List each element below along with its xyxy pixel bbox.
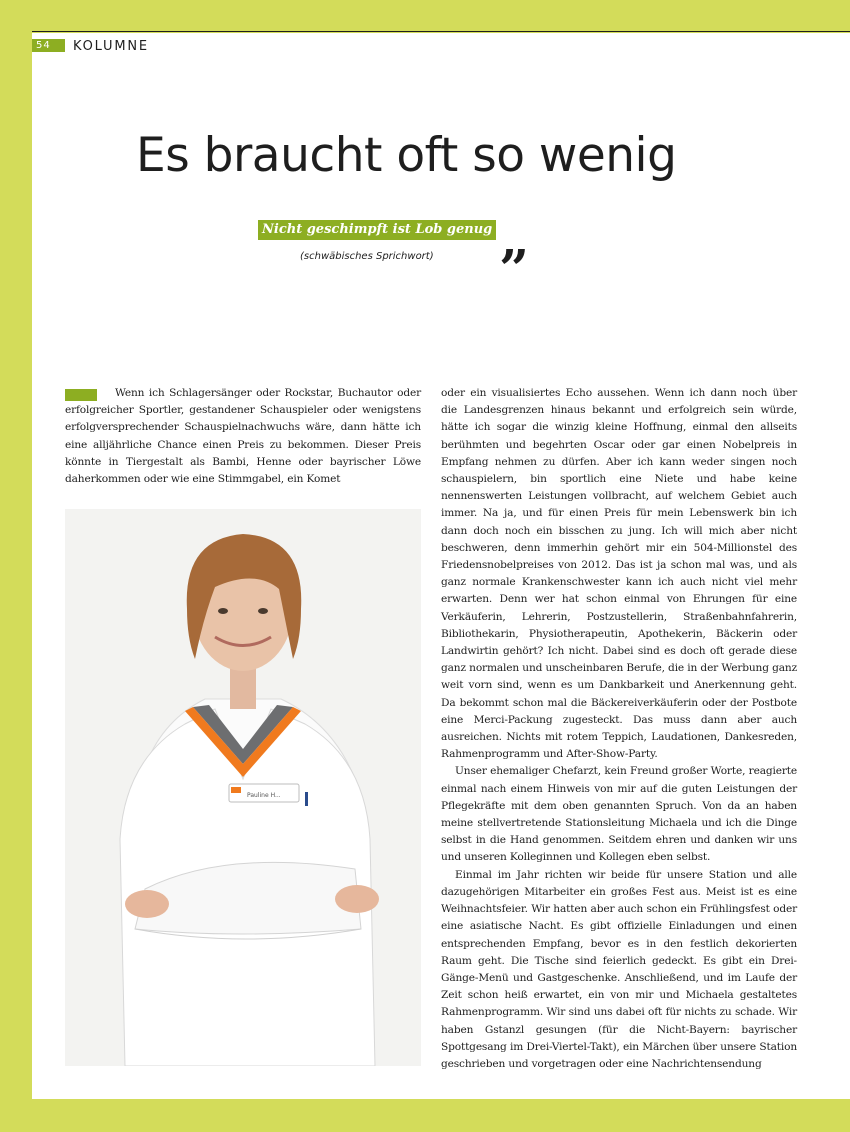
paragraph-1: oder ein visualisiertes Echo aussehen. Wenn ich dann noch über die Landesgrenzen hinaus bekannt und erfolgreich sein würde, hätte ich sogar die winzig kleine Hoffnung, einmal den allseits berühmten und begehrten Oscar oder gar einen Nobelpreis in Empfang nehmen zu dürfen. Aber ich kann weder singen noch schauspielern, bin sportlich eine Niete und habe keine nennenswerten Leistungen vollbracht, auf welchem Gebiet auch immer. Na ja, und für einen Preis für mein Lebenswerk bin ich dann doch noch ein bisschen zu jung. Ich will mich aber nicht beschweren, denn immerhin gehört mir ein 504-Millionstel des Friedensnobelpreises von 2012. Das ist ja schon mal was, und als ganz normale Krankenschwester kann ich auch nicht viel mehr erwarten. Denn wer hat schon einmal von Ehrungen für eine Verkäuferin, Lehrerin, Postzustellerin, Straßenbahnfahrerin, Bibliothekarin, Physiotherapeutin, Apothekerin, Bäckerin oder Landwirtin gehört? Ich nicht. Dabei sind es doch oft gerade diese ganz normalen und unscheinbaren Berufe, die in der Werbung ganz weit vorn sind, wenn es um Dankbarkeit und Anerkennung geht. Da bekommt schon mal die Bäckereiverkäuferin oder der Postbote eine Merci-Packung zugesteckt. Das muss dann aber auch ausreichen. Nichts mit rotem Teppich, Laudationen, Dankesreden, Rahmenprogramm und After-Show-Party. xyxy=(441,387,797,761)
paragraph-3: Einmal im Jahr richten wir beide für unsere Station und alle dazugehörigen Mitarbeiter ein großes Fest aus. Meist ist es eine Weihnachtsfeier. Wir hatten aber auch schon ein Frühlingsfest oder eine asiatische Nacht. Es gibt offizielle Einladungen und einen entsprechenden Empfang, bevor es in den festlich dekorierten Raum geht. Die Tische sind feierlich gedeckt. Es gibt ein Drei-Gänge-Menü und Gastgeschenke. Anschließend, und im Laufe der Zeit schon heiß erwartet, ein von mir und Michaela gestaltetes Rahmenprogramm. Wir sind uns dabei oft für nichts zu schade. Wir haben Gstanzl gesungen (für die Nicht-Bayern: bayrischer Spottgesang im Drei-Viertel-Takt), ein Märchen über unsere Station geschrieben und vorgetragen oder eine Nachrichtensendung xyxy=(441,868,797,1070)
paragraph-2: Unser ehemaliger Chefarzt, kein Freund großer Worte, reagierte einmal nach einem Hinweis von mir auf die guten Leistungen der Pflegekräfte mit dem oben genannten Spruch. Von da an haben meine stellvertretende Stationsleitung Michaela und ich die Dinge selbst in die Hand genommen. Seitdem ehren und danken wir uns und unseren Kolleginnen und Kollegen eben selbst. xyxy=(441,765,797,864)
badge-text: Pauline H... xyxy=(247,792,281,799)
page-number: 54 xyxy=(32,39,65,52)
intro-paragraph: Wenn ich Schlagersänger oder Rockstar, Buchautor oder erfolgreicher Sportler, gestandener Schauspieler oder wenigstens erfolgversprechender Schauspielnachwuchs wäre, dann hätte ich eine alljährliche Chance einen Preis zu bekommen. Dieser Preis könnte in Tiergestalt als Bambi, Henne oder bayrischer Löwe daherkommen oder wie eine Stimmgabel, ein Komet xyxy=(65,387,421,486)
column-left xyxy=(65,385,421,488)
section-label: KOLUMNE xyxy=(73,39,149,54)
closing-quote-mark: „ xyxy=(500,209,530,270)
article-title: Es braucht oft so wenig xyxy=(136,128,677,183)
quote-source: (schwäbisches Sprichwort) xyxy=(300,251,434,262)
portrait-photo xyxy=(65,509,421,1066)
pull-quote: Nicht geschimpft ist Lob genug xyxy=(258,220,496,240)
portrait-illustration xyxy=(65,509,421,1066)
top-rule xyxy=(32,31,850,32)
column-right xyxy=(441,385,797,1073)
